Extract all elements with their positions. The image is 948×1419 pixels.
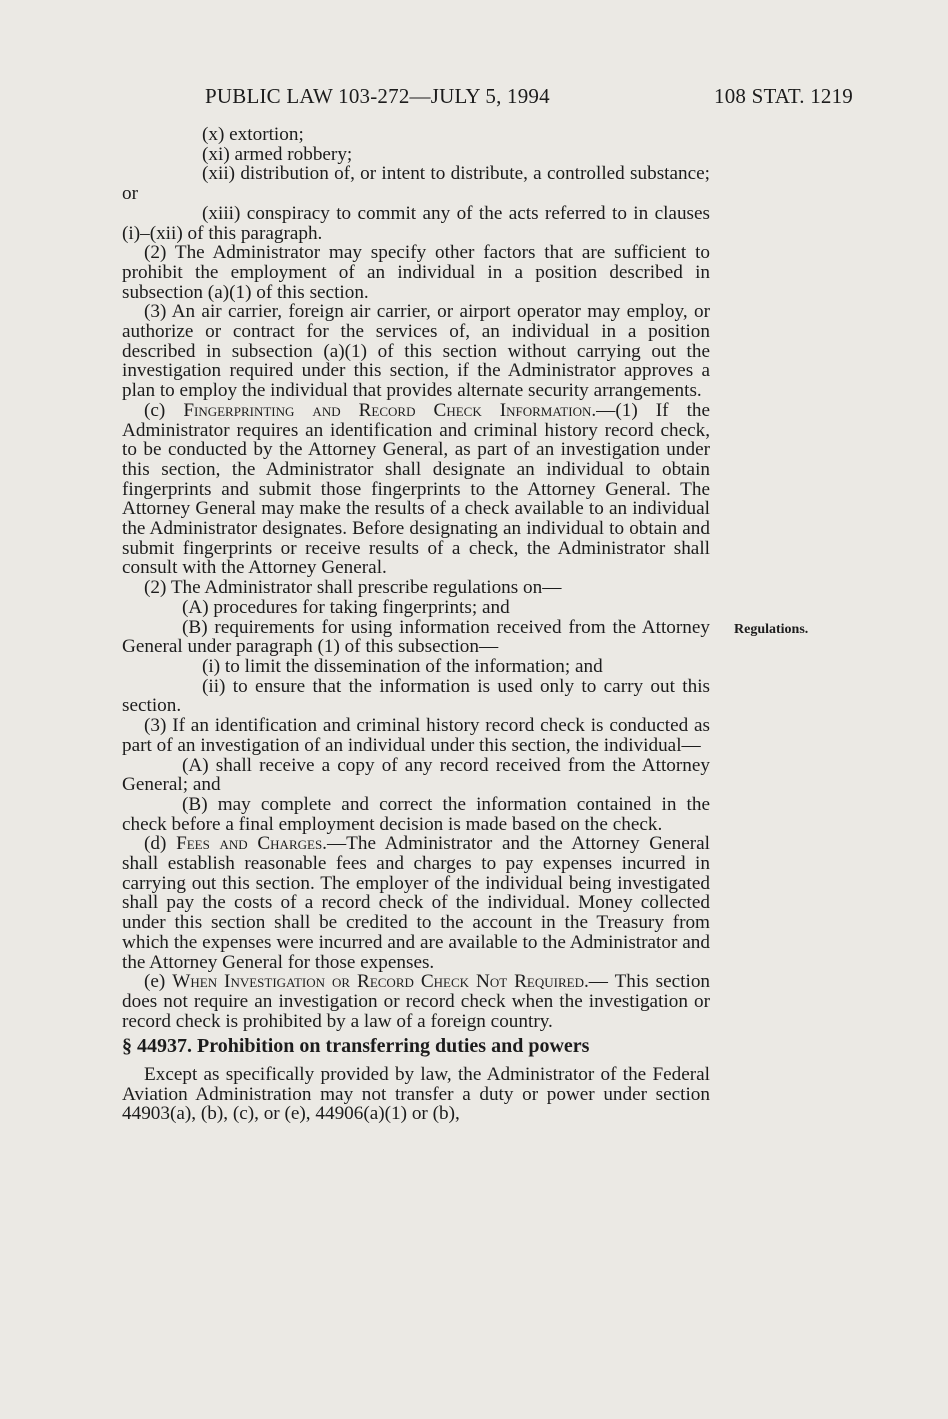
subsection-c-2: (2) The Administrator shall prescribe regulations on— bbox=[144, 577, 562, 599]
subsection-c-2-A: (A) procedures for taking fingerprints; and bbox=[182, 596, 510, 618]
subsection-c-3: (3) If an identification and criminal history record check is conducted as part of an investigation of an individual under this section, the individual— bbox=[122, 715, 710, 756]
subsection-d-heading: Fees and Charges. bbox=[176, 833, 327, 855]
clause-x: (x) extortion; bbox=[202, 124, 304, 145]
subsection-c-2-B-ii: (ii) to ensure that the information is used only to carry out this section. bbox=[122, 675, 710, 717]
statute-text bbox=[122, 125, 710, 1124]
subsection-c-3-B: (B) may complete and correct the information contained in the check before a final employment decision is made based on the check. bbox=[122, 793, 710, 835]
subsection-c-label: (c) bbox=[144, 399, 184, 421]
paragraph-3: (3) An air carrier, foreign air carrier, or airport operator may employ, or authorize or contract for the services of, an individual in a position described in subsection (a)(1) of this section without carrying out the investigation required under this section, if the Administrator approves a plan to employ the individual that provides alternate security arrangements. bbox=[122, 301, 710, 402]
clause-xi: (xi) armed robbery; bbox=[202, 143, 353, 165]
subsection-e-text: — This section does not require an investigation or record check when the investigation or record check is prohibited by a law of a foreign country. bbox=[122, 971, 711, 1032]
subsection-e bbox=[122, 972, 710, 1031]
subsection-e-label: (e) bbox=[144, 971, 173, 993]
margin-note-regulations: Regulations. bbox=[734, 622, 809, 637]
subsection-c-heading: Fingerprinting and Record Check Information. bbox=[183, 399, 597, 421]
subsection-e-heading: When Investigation or Record Check Not Required. bbox=[172, 971, 589, 993]
page-header bbox=[205, 84, 853, 110]
subsection-c-3-A: (A) shall receive a copy of any record received from the Attorney General; and bbox=[122, 754, 710, 796]
section-title: § 44937. Prohibition on transferring duties and powers bbox=[122, 1035, 590, 1058]
subsection-c-2-B-i: (i) to limit the dissemination of the information; and bbox=[202, 655, 603, 677]
clause-xiii: (xiii) conspiracy to commit any of the acts referred to in clauses (i)–(xii) of this paragraph. bbox=[122, 202, 710, 244]
subsection-d bbox=[122, 834, 710, 972]
subsection-c-text: —(1) If the Administrator requires an identification and criminal history record check, to be conducted by the Attorney General, as part of an investigation under this section, the Administrator shall designate an individual to obtain fingerprints and submit those fingerprints to the Attorney General. The Attorney General may make the results of a check available to an individual the Administrator designates. Before designating an individual to obtain and submit fingerprints or receive results of a check, the Administrator shall consult with the Attorney General. bbox=[122, 399, 711, 579]
subsection-c-2-B: (B) requirements for using information received from the Attorney General under paragraph (1) of this subsection— bbox=[122, 616, 710, 658]
page-number: 108 STAT. 1219 bbox=[714, 84, 853, 108]
subsection-c bbox=[122, 401, 710, 578]
subsection-d-label: (d) bbox=[144, 833, 177, 855]
section-44937-text: Except as specifically provided by law, the Administrator of the Federal Aviation Administration may not transfer a duty or power under section 44903(a), (b), (c), or (e), 44906(a)(1) or (b), bbox=[122, 1064, 710, 1125]
paragraph-2: (2) The Administrator may specify other factors that are sufficient to prohibit the employment of an individual in a position described in subsection (a)(1) of this section. bbox=[122, 242, 710, 303]
running-head: PUBLIC LAW 103-272—JULY 5, 1994 bbox=[205, 84, 550, 108]
clause-xii: (xii) distribution of, or intent to distribute, a controlled substance; or bbox=[122, 163, 710, 205]
subsection-d-text: —The Administrator and the Attorney General shall establish reasonable fees and charges to pay expenses incurred in carrying out this section. The employer of the individual being investigated shall pay the costs of a record check of the individual. Money collected under this section shall be credited to the account in the Treasury from which the expenses were incurred and are available to the Administrator and the Attorney General for those expenses. bbox=[122, 833, 711, 973]
